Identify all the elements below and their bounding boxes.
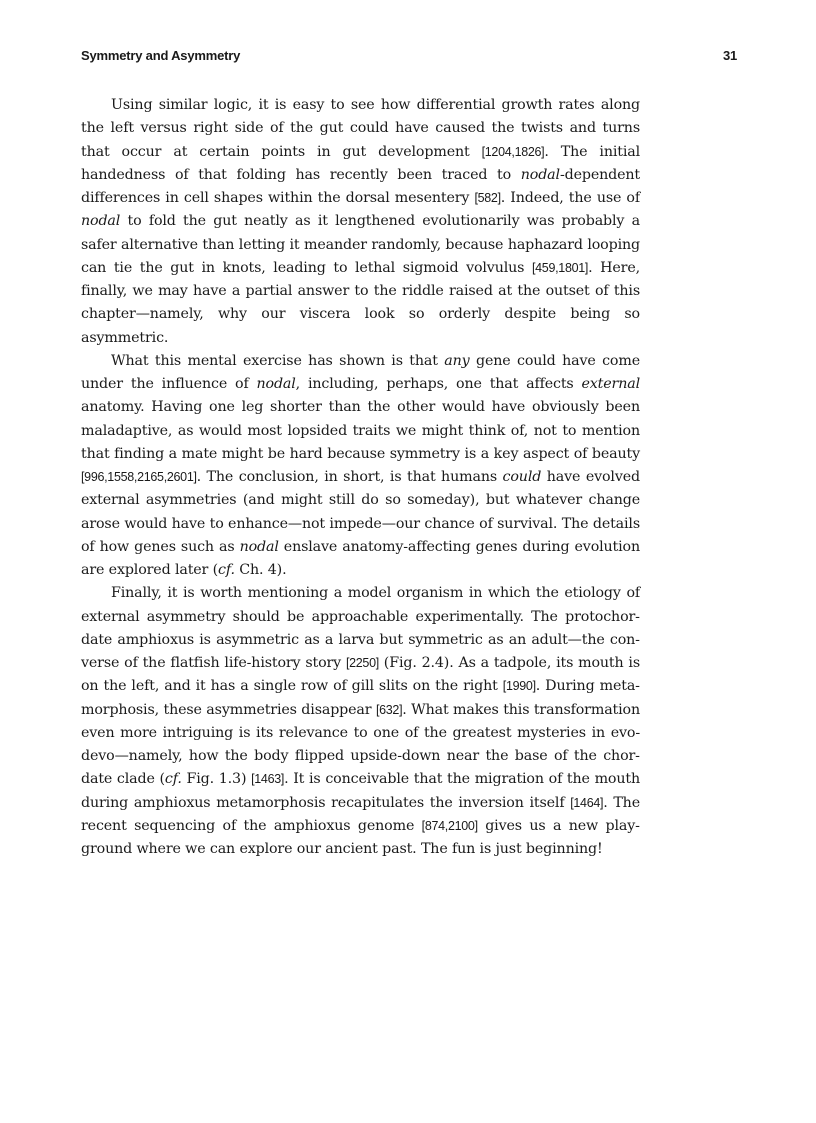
text-run: . It is conceivable that the migration of the mouth during amphioxus metamorphosis recapitulates the inversion itself xyxy=(81,771,640,811)
page-header xyxy=(81,48,737,68)
text-run: Fig. 1.3) xyxy=(181,771,252,788)
italic-term: nodal xyxy=(520,166,560,183)
citation: [874,2100] xyxy=(421,818,478,833)
text-run: (Fig. 2.4). As a tadpole, its mouth is on the left, and it has a single row of gill slits on the right xyxy=(81,655,640,695)
paragraph-3 xyxy=(81,582,640,861)
text-run: -dependent differences in cell shapes within the dorsal mesentery xyxy=(81,166,640,206)
text-run: gene could have come under the influence of xyxy=(81,352,640,392)
citation: [632] xyxy=(375,702,403,717)
text-run: . During metamorphosis, these asymmetries disappear xyxy=(81,678,640,718)
italic-term: cf. xyxy=(218,562,235,578)
paragraph-2 xyxy=(81,350,640,583)
text-run: . The conclusion, in short, is that humans xyxy=(196,469,503,485)
text-run: to fold the gut neatly as it lengthened evolutionarily was probably a safer alternative than letting it meander randomly, because haphazard looping can tie the gut in knots, leading to lethal sigmoid volvulus xyxy=(81,213,640,276)
text-run: . Indeed, the use of xyxy=(500,190,640,206)
page-number: 31 xyxy=(722,48,737,63)
italic-term: cf. xyxy=(164,771,182,788)
italic-term: external xyxy=(581,376,640,392)
italic-term: any xyxy=(444,352,470,369)
text-run: anatomy. Having one leg shorter than the other would have obviously been maladaptive, as would most lopsided traits we might think of, not to mention that finding a mate might be hard because symmetry is a key aspect of beauty xyxy=(81,399,640,462)
citation: [1204,1826] xyxy=(481,144,545,159)
text-run: Ch. 4). xyxy=(234,562,287,578)
text-run: Finally, it is worth mentioning a model organism in which the etiology of external asymmetry should be approachable experimentally. The protochordate amphioxus is asymmetric as a larva but symmetric as an adult—the converse of the flatfish life-history story xyxy=(81,585,640,671)
citation: [1990] xyxy=(502,679,536,694)
citation: [1463] xyxy=(251,772,285,787)
italic-term: nodal xyxy=(256,376,296,392)
text-run: Using similar logic, it is easy to see how differential growth rates along the left versus right side of the gut could have caused the twists and turns that occur at certain points in gut development xyxy=(81,97,640,160)
text-run: , including, perhaps, one that affects xyxy=(295,376,582,392)
text-run: What this mental exercise has shown is that xyxy=(111,352,445,369)
citation: [996,1558,2165,2601] xyxy=(81,470,197,484)
body-text xyxy=(81,94,640,861)
citation: [1464] xyxy=(570,795,604,810)
text-run: . Here, finally, we may have a partial answer to the riddle raised at the outset of this chapter—namely, why our viscera look so orderly despite being so asymmetric. xyxy=(81,259,640,346)
text-run: enslave anatomy-affecting genes during evolution are explored later ( xyxy=(81,538,640,578)
text-run: . The recent sequencing of the amphioxus genome xyxy=(81,794,640,834)
citation: [2250] xyxy=(345,656,379,670)
text-run: gives us a new playground where we can explore our ancient past. The fun is just beginning! xyxy=(81,817,640,857)
italic-term: nodal xyxy=(239,538,279,555)
citation: [582] xyxy=(474,191,501,205)
italic-term: could xyxy=(502,469,542,485)
text-run: . The initial handedness of that folding has recently been traced to xyxy=(81,143,641,183)
running-head: Symmetry and Asymmetry xyxy=(81,48,241,63)
citation: [459,1801] xyxy=(531,260,589,275)
text-run: . What makes this transformation even more intriguing is its relevance to one of the greatest mysteries in evo-devo—namely, how the body flipped upside-down near the base of the chordate clade ( xyxy=(81,701,640,788)
paragraph-1 xyxy=(81,94,640,350)
text-run: have evolved external asymmetries (and might still do so someday), but whatever change arose would have to enhance—not impede—our chance of survival. The details of how genes such as xyxy=(81,469,640,555)
italic-term: nodal xyxy=(81,213,121,230)
